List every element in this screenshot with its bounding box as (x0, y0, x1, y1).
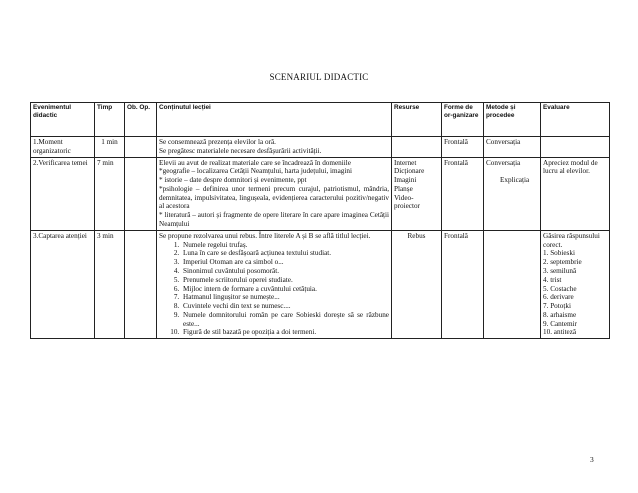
cell-event: 3.Captarea atenției (31, 230, 95, 338)
answer-item: 2. septembrie (543, 258, 582, 267)
cell-methods: Conversația (484, 137, 541, 158)
content-line: *geografie – localizarea Cetății Neamțului, harta județului, imagini (159, 167, 352, 176)
method-item: Explicația (500, 176, 530, 185)
cell-methods (484, 230, 541, 338)
header-objectives: Ob. Op. (125, 103, 157, 137)
eval-intro: Găsirea răspunsului corect. (543, 231, 600, 249)
resource-item: Imagini (394, 176, 417, 185)
cell-objectives (125, 157, 157, 230)
cell-evaluation (541, 230, 610, 338)
cell-content (157, 230, 392, 338)
document-title: SCENARIUL DIDACTIC (269, 72, 369, 82)
answer-item: 8. arhaisme (543, 310, 577, 319)
spacer (486, 167, 538, 176)
cell-forms: Frontală (442, 230, 484, 338)
cell-evaluation: Apreciez modul de lucru al elevilor. (541, 157, 610, 230)
list-item: 6. Mijloc intern de formare a cuvântului cetățuia. (181, 285, 389, 294)
page-number: 3 (590, 455, 594, 464)
content-line: * istorie – date despre domnitori și evenimente, ppt (159, 176, 307, 185)
header-methods: Metode și procedee (484, 103, 541, 137)
list-item: 4. Sinonimul cuvântului posomorât. (181, 267, 389, 276)
table-row (31, 137, 610, 158)
cell-objectives (125, 230, 157, 338)
table-row (31, 157, 610, 230)
header-resources: Resurse (392, 103, 442, 137)
cell-forms: Frontală (442, 137, 484, 158)
resource-item: Internet (394, 158, 417, 167)
list-item: 9. Numele domnitorului român pe care Sobieski dorește să se răzbune este... (181, 311, 389, 329)
answer-item: 10. antiteză (543, 328, 577, 337)
content-line: *psihologie – definirea unor termeni precum curajul, patriotismul, mândria, demnitatea, impulsivitatea, lingușeala, evidențierea caracterului pozitiv/negativ al acestora (159, 184, 389, 211)
answer-item: 7. Potoțki (543, 302, 571, 311)
list-item: 7. Hatmanul lingușitor se numește... (181, 293, 389, 302)
cell-objectives (125, 137, 157, 158)
list-item: 2. Luna în care se desfășoară acțiunea textului studiat. (181, 249, 389, 258)
cell-resources (392, 137, 442, 158)
content-line: Se pregătesc materialele necesare desfășurării activității. (159, 146, 322, 155)
header-evaluation: Evaluare (541, 103, 610, 137)
answer-item: 5. Costache (543, 284, 577, 293)
rebus-intro: Se propune rezolvarea unui rebus. Între literele A și B se află titlul lecției. (159, 231, 371, 240)
list-item: 3. Imperiul Otoman are ca simbol o... (181, 258, 389, 267)
cell-content (157, 137, 392, 158)
table-header-row (31, 103, 610, 137)
header-event: Evenimentul didactic (31, 103, 95, 137)
header-content: Conținutul lecției (157, 103, 392, 137)
cell-time: 7 min (95, 157, 125, 230)
cell-resources: Rebus (392, 230, 442, 338)
list-item: 8. Cuvintele vechi din text se numesc.... (181, 302, 389, 311)
rebus-questions (159, 241, 389, 338)
cell-time: 1 min (95, 137, 125, 158)
cell-event: 1.Moment organizatoric (31, 137, 95, 158)
answer-item: 3. semilună (543, 266, 577, 275)
cell-resources (392, 157, 442, 230)
cell-content (157, 157, 392, 230)
list-item: 1. Numele regelui trufaș. (181, 241, 389, 250)
cell-forms: Frontală (442, 157, 484, 230)
cell-methods (484, 157, 541, 230)
list-item: 5. Prenumele scriitorului operei studiate. (181, 276, 389, 285)
content-line: * literatură – autori și fragmente de opere literare în care apare imaginea Cetății Neamțului (159, 211, 389, 229)
content-line: Se consemnează prezența elevilor la oră. (159, 138, 276, 146)
resource-item: Dicționare (394, 167, 425, 176)
method-item: Conversația (486, 158, 521, 167)
answer-item: 1. Sobieski (543, 249, 575, 258)
list-item: 10. Figură de stil bazată pe opoziția a doi termeni. (181, 328, 389, 337)
cell-time: 3 min (95, 230, 125, 338)
answer-item: 4. trist (543, 275, 562, 284)
table-row (31, 230, 610, 338)
resource-item: Video-proiector (394, 193, 420, 211)
cell-event: 2.Verificarea temei (31, 157, 95, 230)
answer-item: 9. Cantemir (543, 319, 577, 328)
resource-item: Planșe (394, 184, 413, 193)
lesson-plan-table (30, 102, 610, 339)
content-line: Elevii au avut de realizat materiale care se încadrează în domeniile (159, 158, 351, 167)
cell-evaluation (541, 137, 610, 158)
header-forms: Forme de or-ganizare (442, 103, 484, 137)
answer-item: 6. derivare (543, 293, 574, 302)
header-time: Timp (95, 103, 125, 137)
